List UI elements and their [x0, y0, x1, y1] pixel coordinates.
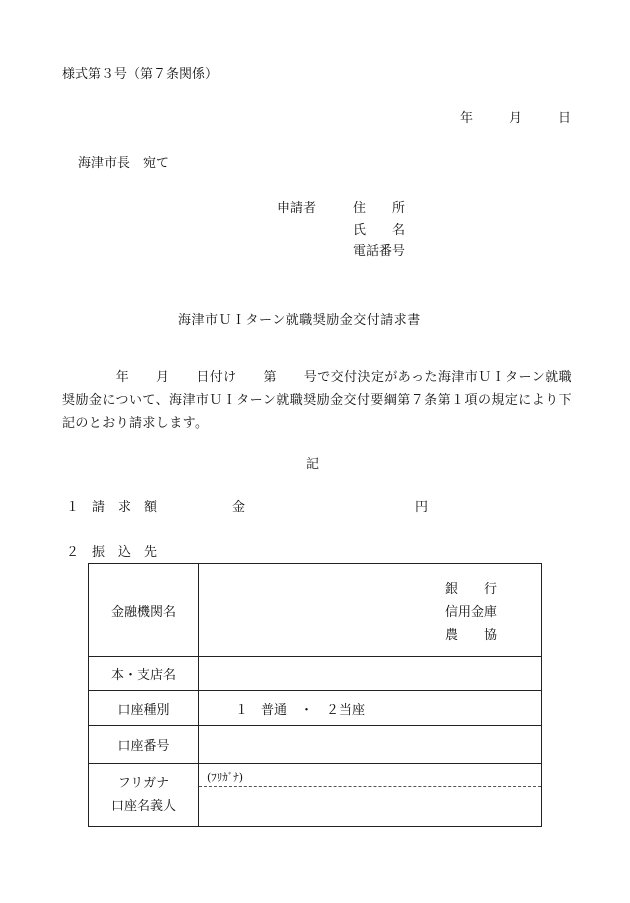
institution-type-credit-union: 信用金庫 [445, 605, 498, 620]
branch-name-field[interactable] [199, 657, 542, 691]
applicant-name-label: 氏 名 [353, 223, 406, 238]
date-line [460, 112, 571, 125]
claim-amount-unit: 円 [415, 500, 429, 515]
account-type-header: 口座種別 [89, 691, 199, 726]
account-type-options[interactable]: １ 普通 ・ ２当座 [199, 691, 542, 726]
furigana-tag: (ﾌﾘｶﾞﾅ) [207, 771, 244, 784]
applicant-phone-label: 電話番号 [353, 244, 406, 259]
form-number: 様式第３号（第７条関係） [62, 67, 219, 82]
table-row [89, 726, 542, 764]
date-year-label: 年 [460, 111, 474, 126]
addressee: 海津市長 宛て [78, 156, 170, 171]
body-paragraph: 年 月 日付け 第 号で交付決定があった海津市ＵＩターン就職奨励金について、海津市ＵＩターン就職奨励金交付要綱第７条第１項の規定により下記のとおり請求します。 [62, 370, 572, 431]
applicant-label: 申請者 [277, 201, 317, 216]
transfer-destination-label: ２ 振 込 先 [66, 545, 158, 560]
claim-amount-label: １ 請 求 額 [66, 500, 158, 515]
claim-amount-currency: 金 [232, 500, 246, 515]
record-mark: 記 [306, 457, 320, 472]
document-title: 海津市ＵＩターン就職奨励金交付請求書 [178, 313, 421, 328]
institution-type-agri-coop: 農 協 [445, 628, 498, 643]
applicant-address-label: 住 所 [353, 201, 406, 216]
table-row [89, 764, 542, 827]
account-holder-header [89, 764, 199, 827]
account-holder-field[interactable] [199, 764, 542, 827]
furigana-field[interactable] [199, 764, 541, 787]
account-number-header: 口座番号 [89, 726, 199, 764]
institution-type-bank: 銀 行 [445, 582, 498, 597]
table-row [89, 564, 542, 657]
holder-name-header: 口座名義人 [110, 799, 176, 814]
table-row [89, 657, 542, 691]
furigana-header: フリガナ [117, 776, 170, 791]
branch-name-header: 本・支店名 [89, 657, 199, 691]
account-number-field[interactable] [199, 726, 542, 764]
table-row [89, 691, 542, 726]
date-day-label: 日 [558, 111, 572, 126]
date-month-label: 月 [509, 111, 523, 126]
institution-name-header: 金融機関名 [89, 564, 199, 657]
institution-name-field[interactable] [199, 564, 542, 657]
bank-account-table [88, 563, 542, 827]
